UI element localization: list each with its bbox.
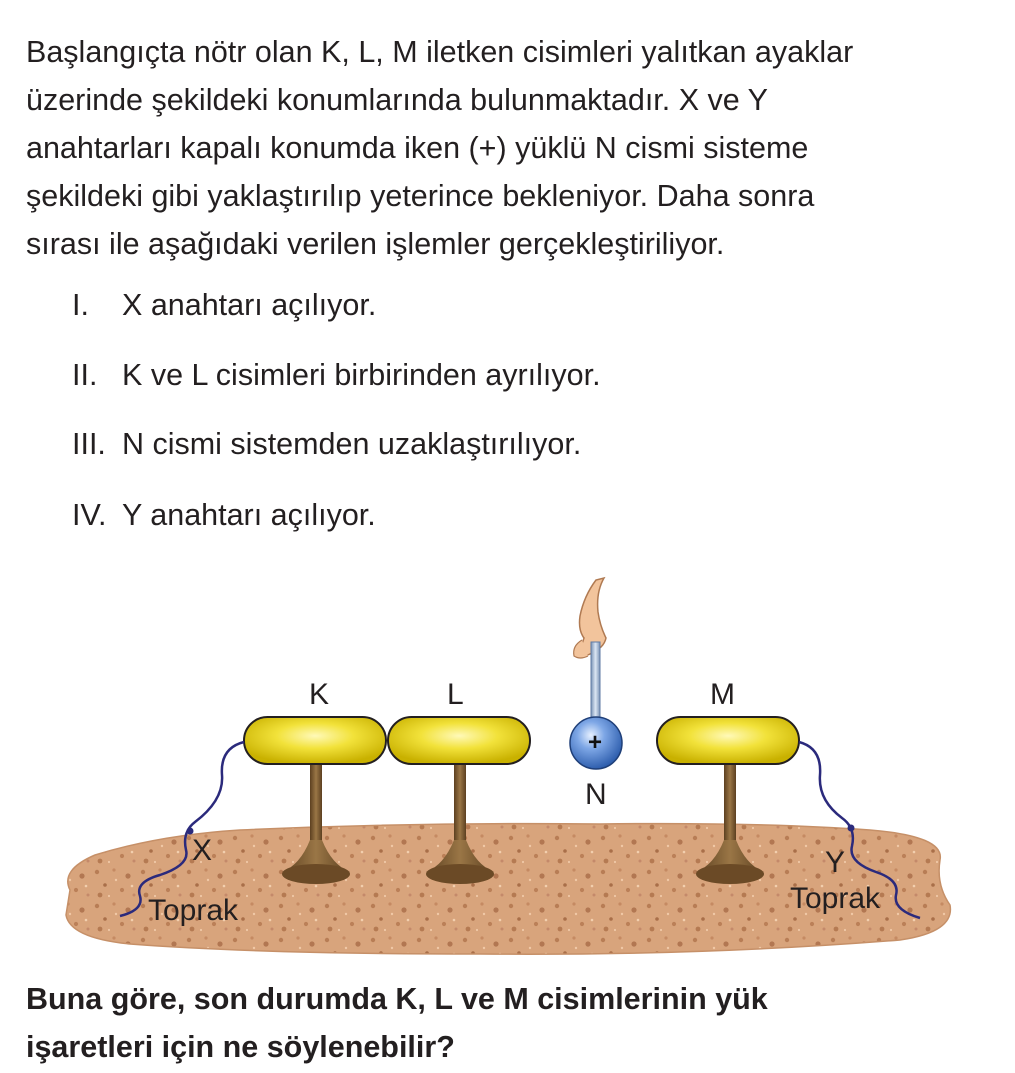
step-item [72,497,376,533]
step-text: N cismi sistemden uzaklaştırılıyor. [122,427,582,461]
step-number: II. [72,358,98,392]
electrostatics-figure [0,560,1015,970]
step-text: K ve L cisimleri birbirinden ayrılıyor. [122,358,601,392]
label-m: M [710,678,735,711]
step-number: I. [72,288,89,322]
paragraph-line-4: şekildeki gibi yaklaştırılıp yeterince bekleniyor. Daha sonra [26,179,815,213]
question-line-1: Buna göre, son durumda K, L ve M cisimlerinin yük [26,982,768,1016]
conductor-m [657,717,799,764]
step-text: X anahtarı açılıyor. [122,288,377,322]
problem-paragraph [26,28,1006,268]
step-item [72,357,601,393]
label-ground-right: Toprak [790,882,881,915]
label-k: K [309,678,330,711]
step-number: III. [72,427,106,461]
paragraph-line-1: Başlangıçta nötr olan K, L, M iletken cisimleri yalıtkan ayaklar [26,35,854,69]
label-l: L [447,678,464,711]
insulating-rod [591,642,600,726]
paragraph-line-3: anahtarları kapalı konumda iken (+) yüklü N cismi sisteme [26,131,809,165]
paragraph-line-2: üzerinde şekildeki konumlarında bulunmaktadır. X ve Y [26,83,769,117]
charge-plus-icon: + [588,729,603,756]
conductor-k [244,717,386,764]
step-item [72,426,581,462]
question-text [26,975,1006,1071]
label-switch-y: Y [825,846,846,879]
question-line-2: işaretleri için ne söylenebilir? [26,1030,455,1064]
step-text: Y anahtarı açılıyor. [122,498,376,532]
paragraph-line-5: sırası ile aşağıdaki verilen işlemler gerçekleştiriliyor. [26,227,725,261]
conductor-l [388,717,530,764]
hand-icon [574,578,606,658]
switch-y-node [848,825,855,832]
step-item [72,287,376,323]
label-ground-left: Toprak [148,894,239,927]
step-number: IV. [72,498,107,532]
label-n: N [585,778,607,811]
label-switch-x: X [192,834,213,867]
